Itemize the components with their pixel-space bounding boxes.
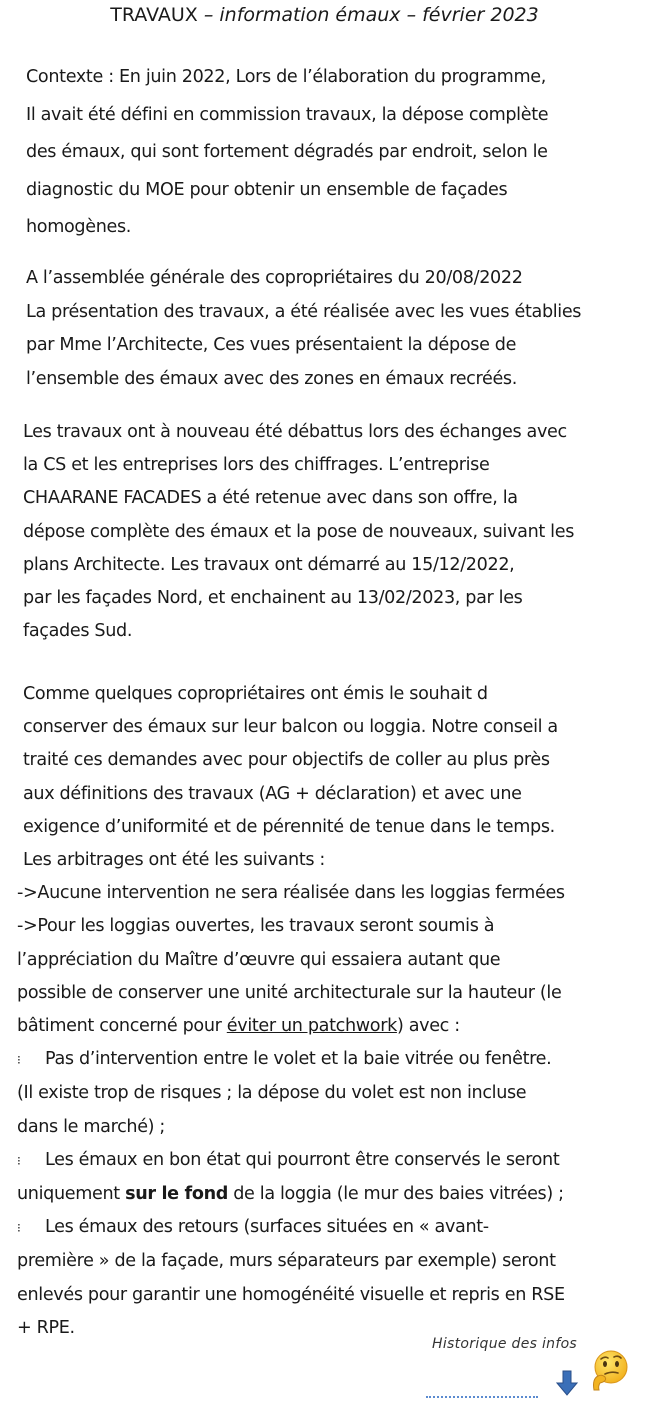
paragraph-debat xyxy=(23,416,574,648)
text-line: Contexte : En juin 2022, Lors de l’élaboration du programme, xyxy=(26,67,546,87)
text-line: enlevés pour garantir une homogénéité visuelle et repris en RSE xyxy=(17,1284,565,1305)
text-line: l’appréciation du Maître d’œuvre qui essaiera autant que xyxy=(17,949,501,970)
rule-open-loggias: ->Pour les loggias ouvertes, les travaux seront soumis à xyxy=(17,916,495,937)
text-line: dépose complète des émaux et la pose de nouveaux, suivant les xyxy=(23,521,575,542)
thinking-face-icon xyxy=(588,1349,632,1391)
text-line: façades Sud. xyxy=(23,621,133,642)
text-line: traité ces demandes avec pour objectifs de coller au plus près xyxy=(23,750,550,771)
paragraph-contexte xyxy=(26,59,548,247)
text-fragment: bâtiment concerné pour xyxy=(17,1016,227,1037)
text-line: plans Architecte. Les travaux ont démarré au 15/12/2022, xyxy=(23,554,515,575)
text-line: diagnostic du MOE pour obtenir un ensemble de façades xyxy=(26,179,508,200)
bullet-item-volet xyxy=(17,1043,565,1077)
text-line: Les arbitrages ont été les suivants : xyxy=(23,850,326,871)
text-fragment: uniquement xyxy=(17,1184,126,1205)
bullet-item-fond xyxy=(17,1144,565,1178)
text-line: Comme quelques copropriétaires ont émis le souhait d xyxy=(23,684,488,704)
text-line xyxy=(17,1178,565,1211)
rule-closed-loggias: ->Aucune intervention ne sera réalisée dans les loggias fermées xyxy=(17,883,565,904)
text-fragment: Pas d’intervention entre le volet et la baie vitrée ou fenêtre. xyxy=(45,1049,552,1070)
paragraph-arbitrages xyxy=(17,678,565,1345)
text-line: CHAARANE FACADES a été retenue avec dans son offre, la xyxy=(23,488,518,509)
history-link[interactable]: Historique des infos xyxy=(432,1336,578,1352)
text-line: aux définitions des travaux (AG + déclaration) et avec une xyxy=(23,783,522,804)
text-line: par les façades Nord, et enchainent au 13/02/2023, par les xyxy=(23,588,523,609)
text-line: Il avait été défini en commission travaux, la dépose complète xyxy=(26,104,549,125)
emphasis-text: sur le fond xyxy=(125,1184,228,1205)
text-line: dans le marché) ; xyxy=(17,1116,166,1137)
text-line: des émaux, qui sont fortement dégradés par endroit, selon le xyxy=(26,142,548,163)
title-subtitle: – information émaux – février 2023 xyxy=(197,4,539,26)
text-line xyxy=(17,1010,565,1043)
text-fragment: Les émaux en bon état qui pourront être conservés le seront xyxy=(45,1149,560,1170)
title-main: TRAVAUX xyxy=(110,4,198,26)
text-line: A l’assemblée générale des copropriétaires du 20/08/2022 xyxy=(26,268,523,288)
text-line: (Il existe trop de risques ; la dépose du volet est non incluse xyxy=(17,1083,527,1104)
text-line: Les travaux ont à nouveau été débattus lors des échanges avec xyxy=(23,422,567,442)
text-fragment: Les émaux des retours (surfaces situées en « avant- xyxy=(45,1217,489,1238)
text-line: première » de la façade, murs séparateurs par exemple) seront xyxy=(17,1251,556,1272)
bullet-icon: ⁝ xyxy=(17,1153,21,1168)
text-line: homogènes. xyxy=(26,217,132,238)
text-line: conserver des émaux sur leur balcon ou loggia. Notre conseil a xyxy=(23,717,558,738)
arrow-down-icon[interactable] xyxy=(556,1370,578,1396)
text-line: par Mme l’Architecte, Ces vues présentaient la dépose de xyxy=(26,335,517,355)
page-title xyxy=(0,3,649,27)
text-fragment: ) avec : xyxy=(396,1016,460,1037)
bullet-icon: ⁝ xyxy=(17,1053,21,1068)
paragraph-assemblee xyxy=(26,262,581,396)
text-line: l’ensemble des émaux avec des zones en émaux recréés. xyxy=(26,368,517,389)
link-underline xyxy=(426,1396,538,1398)
bullet-icon: ⁝ xyxy=(17,1221,21,1236)
patchwork-link[interactable]: éviter un patchwork xyxy=(226,1016,397,1037)
text-line: + RPE. xyxy=(17,1317,75,1338)
text-line: la CS et les entreprises lors des chiffrages. L’entreprise xyxy=(23,455,490,476)
text-fragment: de la loggia (le mur des baies vitrées) ; xyxy=(228,1184,564,1205)
text-line: La présentation des travaux, a été réalisée avec les vues établies xyxy=(26,301,582,322)
bullet-item-retours xyxy=(17,1211,565,1245)
text-line: possible de conserver une unité architecturale sur la hauteur (le xyxy=(17,982,562,1003)
text-line: exigence d’uniformité et de pérennité de tenue dans le temps. xyxy=(23,816,555,837)
